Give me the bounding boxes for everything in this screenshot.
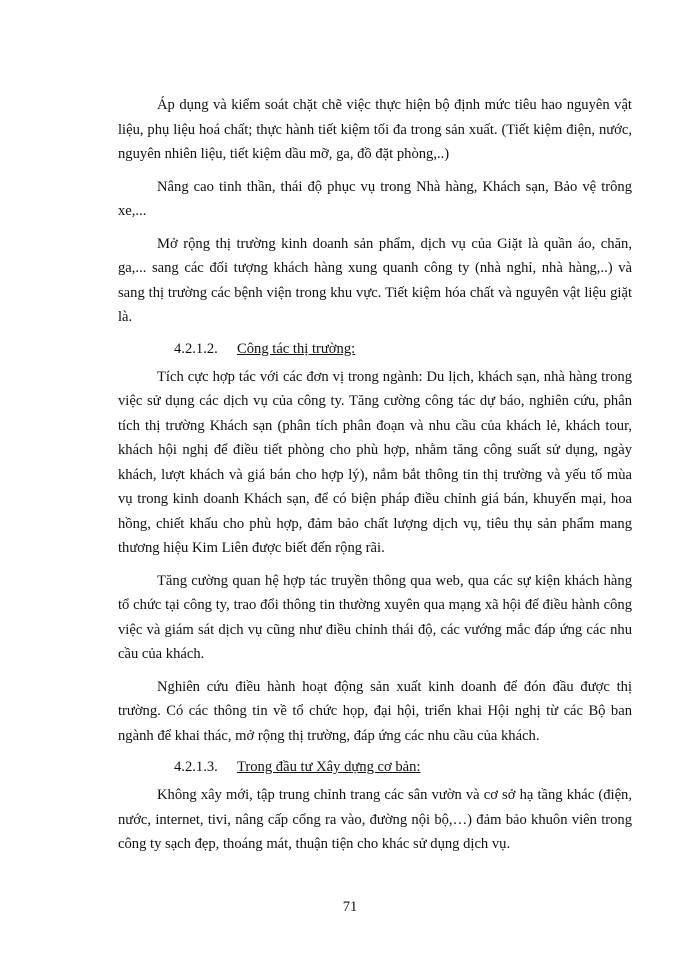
paragraph: Mở rộng thị trường kinh doanh sản phẩm, dịch vụ của Giặt là quần áo, chăn, ga,... sang các đối tượng khách hàng xung quanh công ty (nhà nghỉ, nhà hàng,..) và sang thị trường các bệnh viện trong khu vực. Tiết kiệm hóa chất và nguyên vật liệu giặt là. [118,235,632,325]
section-heading-4-2-1-2 [118,338,632,360]
section-number: 4.2.1.3. [174,759,218,775]
page-number: 71 [342,899,358,915]
paragraph: Tăng cường quan hệ hợp tác truyền thông qua web, qua các sự kiện khách hàng tổ chức tại công ty, trao đổi thông tin thường xuyên qua mạng xã hội để điều hành công việc và giám sát dịch vụ cũng như điều chỉnh thái độ, các vướng mắc đáp ứng các nhu cầu của khách. [118,572,632,662]
paragraph: Nâng cao tinh thần, thái độ phục vụ trong Nhà hàng, Khách sạn, Bảo vệ trông xe,... [118,178,632,219]
page-body [118,93,632,865]
section-title: Trong đầu tư Xây dựng cơ bản: [237,759,421,775]
section-heading-4-2-1-3 [118,756,632,778]
paragraph: Nghiên cứu điều hành hoạt động sản xuất kinh doanh để đón đầu được thị trường. Có các thông tin về tổ chức họp, đại hội, triển khai Hội nghị từ các Bộ ban ngành để khai thác, mở rộng thị trường, đáp ứng các nhu cầu của khách. [118,678,632,744]
paragraph: Tích cực hợp tác với các đơn vị trong ngành: Du lịch, khách sạn, nhà hàng trong việc sử dụng các dịch vụ của công ty. Tăng cường công tác dự báo, nghiên cứu, phân tích thị trường Khách sạn (phân tích phân đoạn và nhu cầu của khách lẻ, khách tour, khách hội nghị để điều tiết phòng cho phù hợp, nhằm tăng công suất sử dụng, ngày khách, lượt khách và giá bán cho hợp lý), nắm bắt thông tin thị trường và yếu tố mùa vụ trong kinh doanh Khách sạn, để có biện pháp điều chỉnh giá bán, khuyến mại, hoa hồng, chiết khấu cho phù hợp, đảm bảo chất lượng dịch vụ, tiêu thụ sản phẩm mang thương hiệu Kim Liên được biết đến rộng rãi. [118,368,632,556]
paragraph: Áp dụng và kiểm soát chặt chẽ việc thực hiện bộ định mức tiêu hao nguyên vật liệu, phụ liệu hoá chất; thực hành tiết kiệm tối đa trong sản xuất. (Tiết kiệm điện, nước, nguyên nhiên liệu, tiết kiệm dầu mỡ, ga, đồ đặt phòng,..) [118,97,632,162]
paragraph: Không xây mới, tập trung chỉnh trang các sân vườn và cơ sở hạ tầng khác (điện, nước, internet, tivi, nâng cấp cổng ra vào, đường nội bộ,…) đảm bảo khuôn viên trong công ty sạch đẹp, thoáng mát, thuận tiện cho khác sử dụng dịch vụ. [118,787,632,852]
section-number: 4.2.1.2. [174,340,218,357]
section-title: Công tác thị trường: [237,340,356,357]
